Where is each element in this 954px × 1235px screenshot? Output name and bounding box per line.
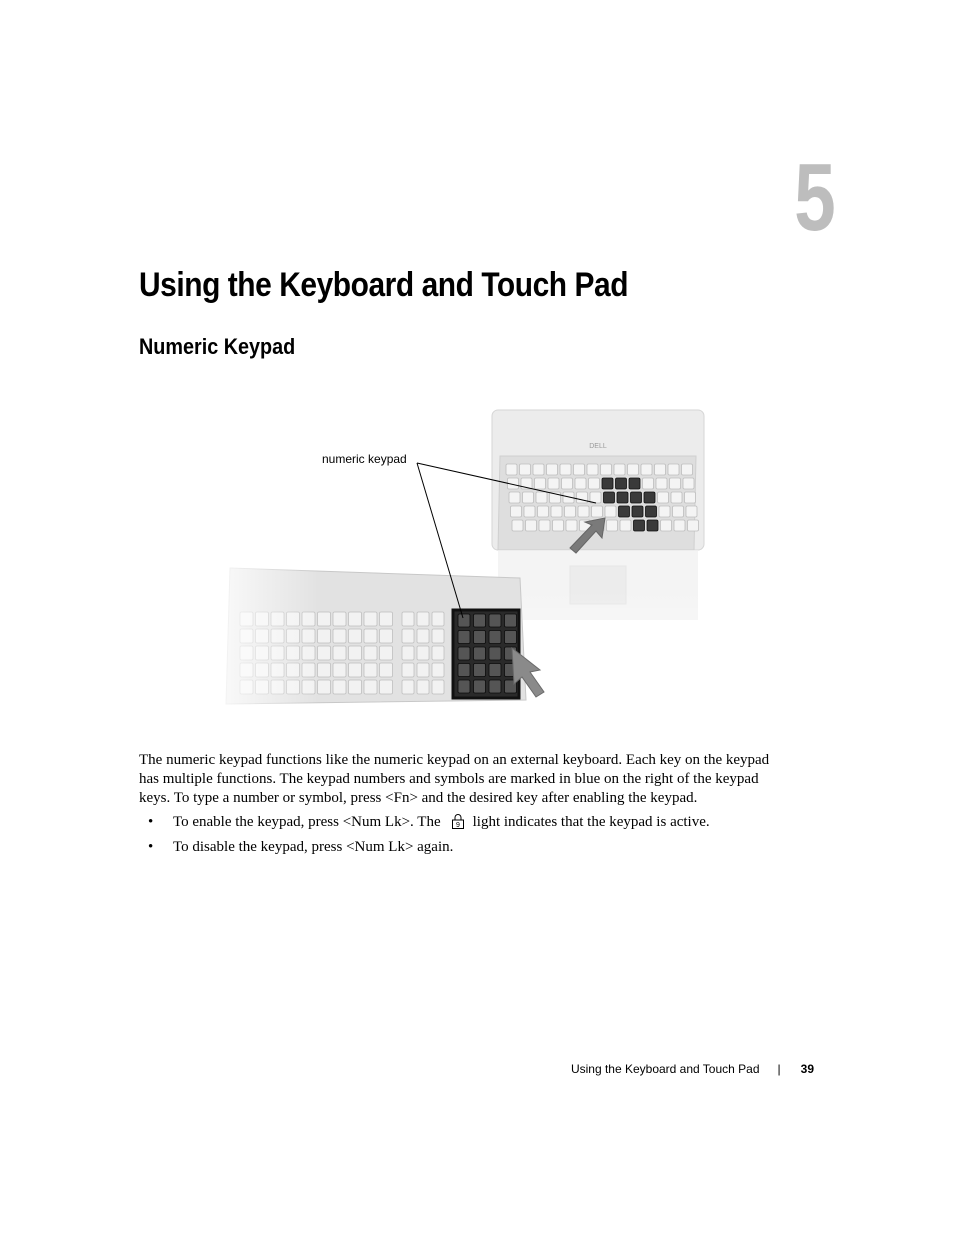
desktop-keyboard-image xyxy=(200,560,544,720)
list-item xyxy=(139,838,789,857)
footer-separator: | xyxy=(777,1062,781,1076)
bullet-list xyxy=(139,813,789,863)
keyboard-illustration xyxy=(200,400,720,720)
section-heading: Numeric Keypad xyxy=(139,334,296,359)
list-item-text: light indicates that the keypad is active. xyxy=(472,814,710,830)
page-title: Using the Keyboard and Touch Pad xyxy=(139,266,629,304)
num-lock-light-icon xyxy=(451,813,465,829)
callout-label: numeric keypad xyxy=(322,452,407,466)
bullet-mark: • xyxy=(148,814,154,830)
bullet-mark: • xyxy=(148,839,154,855)
page-footer xyxy=(500,1062,814,1076)
list-item-text: To disable the keypad, press <Num Lk> again. xyxy=(173,839,454,855)
page-number: 39 xyxy=(800,1062,814,1076)
body-paragraph: The numeric keypad functions like the numeric keypad on an external keyboard. Each key on the keypad has multiple functions. The keypad numbers and symbols are marked in blue on the right of the keypad keys. To type a number or symbol, press <Fn> and the desired key after enabling the keypad. xyxy=(139,752,770,806)
list-item-text: To enable the keypad, press <Num Lk>. The xyxy=(173,814,441,830)
footer-title: Using the Keyboard and Touch Pad xyxy=(570,1062,760,1076)
lock-icon-glyph: 9 xyxy=(455,822,460,829)
chapter-number: 5 xyxy=(794,144,836,251)
list-item xyxy=(139,813,789,832)
